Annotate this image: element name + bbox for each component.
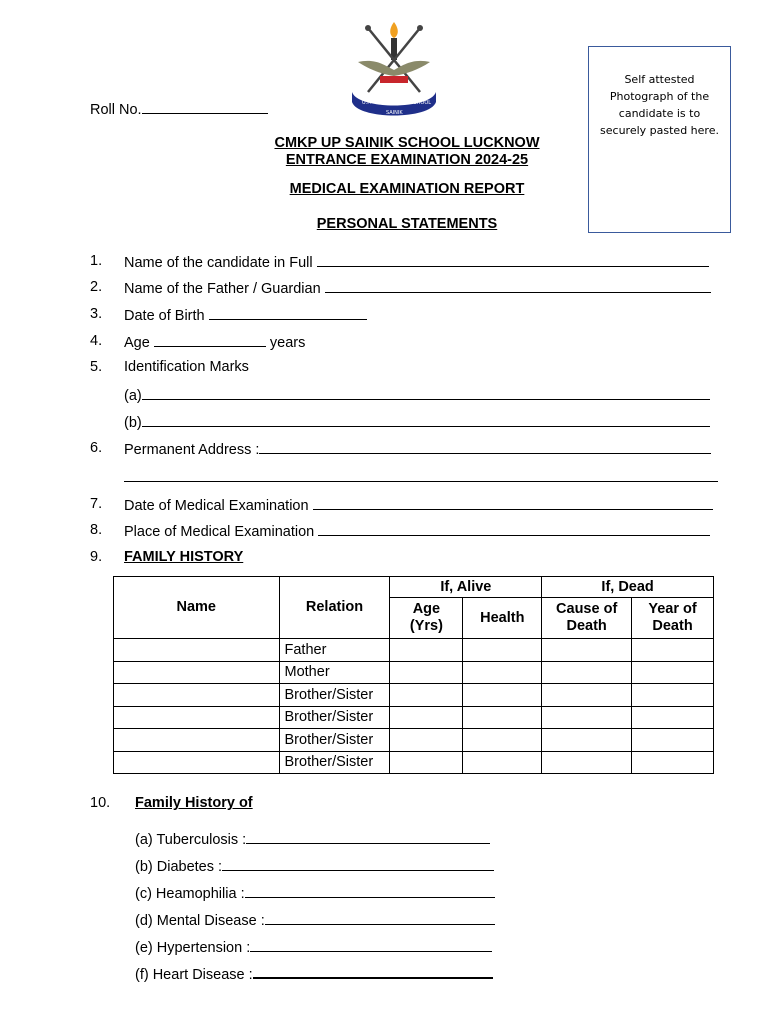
father-name-blank[interactable] [325,279,711,293]
diabetes-field [135,857,494,875]
col-header-relation: Relation [279,577,390,639]
svg-text:U.P.: U.P. [362,100,372,106]
hypertension-label: (e) Hypertension : [135,940,251,956]
relation-cell: Brother/Sister [279,729,390,752]
diabetes-blank[interactable] [222,857,494,871]
address-label: Permanent Address : [124,442,260,458]
item-number: 8. [90,522,103,538]
health-cell[interactable] [463,639,542,662]
school-logo [348,20,440,120]
name-cell[interactable] [114,751,280,774]
heamophilia-label: (c) Heamophilia : [135,886,245,902]
dob-blank[interactable] [209,306,367,320]
health-cell[interactable] [463,684,542,707]
address-blank-2[interactable] [124,481,718,482]
cause-cell[interactable] [542,684,632,707]
age-cell[interactable] [390,706,463,729]
school-emblem-icon [348,20,440,120]
item-number: 4. [90,333,103,349]
cause-cell[interactable] [542,639,632,662]
candidate-name-label: Name of the candidate in Full [124,255,313,271]
name-cell[interactable] [114,661,280,684]
photo-instructions: Self attested Photograph of the candidate is to securely pasted here. [600,73,719,137]
report-title: MEDICAL EXAMINATION REPORT [289,181,525,197]
roll-number-label: Roll No. [90,102,142,118]
cause-cell[interactable] [542,751,632,774]
year-cell[interactable] [632,751,714,774]
svg-text:SAINIK: SAINIK [386,110,403,116]
mark-a-blank[interactable] [142,386,710,400]
name-cell[interactable] [114,639,280,662]
year-cell[interactable] [632,706,714,729]
candidate-name-blank[interactable] [317,253,709,267]
mental-disease-label: (d) Mental Disease : [135,913,265,929]
col-header-year: Year of Death [632,598,714,639]
tuberculosis-label: (a) Tuberculosis : [135,832,247,848]
cause-cell[interactable] [542,729,632,752]
identification-mark-b-field [124,413,710,431]
dob-field [124,306,367,324]
hypertension-field [135,938,492,956]
dob-label: Date of Birth [124,308,205,324]
name-cell[interactable] [114,684,280,707]
identification-mark-a-field [124,386,710,404]
exam-date-field [124,496,713,514]
mark-b-blank[interactable] [142,413,710,427]
father-name-field [124,279,711,297]
item-number: 7. [90,496,103,512]
item-number: 6. [90,440,103,456]
year-cell[interactable] [632,729,714,752]
name-cell[interactable] [114,729,280,752]
roll-number-blank[interactable] [142,100,268,114]
relation-cell: Brother/Sister [279,751,390,774]
col-header-age: Age (Yrs) [390,598,463,639]
section-title: PERSONAL STATEMENTS [316,216,498,232]
exam-place-label: Place of Medical Examination [124,524,315,540]
candidate-name-field [124,253,709,271]
age-suffix: years [269,335,306,351]
item-number: 3. [90,306,103,322]
col-header-cause: Cause of Death [542,598,632,639]
mark-b-label: (b) [124,415,142,431]
father-name-label: Name of the Father / Guardian [124,281,321,297]
name-cell[interactable] [114,706,280,729]
address-field [124,440,711,458]
relation-cell: Brother/Sister [279,706,390,729]
age-cell[interactable] [390,639,463,662]
table-row [114,751,714,774]
col-group-dead: If, Dead [542,577,714,598]
family-history-table [113,576,714,774]
heart-disease-field [135,964,493,983]
age-field [124,333,305,351]
table-row [114,729,714,752]
item-number: 10. [90,795,111,811]
item-number: 5. [90,359,103,375]
identification-marks-label: Identification Marks [124,359,249,375]
mark-a-label: (a) [124,388,142,404]
roll-number-field [90,100,268,118]
health-cell[interactable] [463,751,542,774]
age-label: Age [124,335,150,351]
age-blank[interactable] [154,333,266,347]
exam-title: ENTRANCE EXAMINATION 2024-25 [285,152,529,168]
exam-place-blank[interactable] [318,522,710,536]
svg-text:SCHOOL: SCHOOL [410,100,432,106]
heamophilia-blank[interactable] [245,884,495,898]
cause-cell[interactable] [542,661,632,684]
year-cell[interactable] [632,639,714,662]
age-cell[interactable] [390,684,463,707]
col-header-health: Health [463,598,542,639]
tuberculosis-blank[interactable] [246,830,490,844]
address-blank-1[interactable] [259,440,711,454]
health-cell[interactable] [463,729,542,752]
hypertension-blank[interactable] [250,938,492,952]
health-cell[interactable] [463,706,542,729]
table-row [114,661,714,684]
age-cell[interactable] [390,729,463,752]
table-row [114,706,714,729]
age-cell[interactable] [390,751,463,774]
tuberculosis-field [135,830,490,848]
item-number: 9. [90,549,103,565]
exam-date-label: Date of Medical Examination [124,498,309,514]
col-group-alive: If, Alive [390,577,542,598]
item-number: 2. [90,279,103,295]
heart-disease-label: (f) Heart Disease : [135,967,253,983]
diabetes-label: (b) Diabetes : [135,859,223,875]
year-cell[interactable] [632,684,714,707]
exam-place-field [124,522,710,540]
heamophilia-field [135,884,495,902]
col-header-name: Name [114,577,280,639]
exam-date-blank[interactable] [313,496,713,510]
family-history-of-heading: Family History of [135,795,253,811]
mental-disease-field [135,911,495,929]
relation-cell: Brother/Sister [279,684,390,707]
item-number: 1. [90,253,103,269]
relation-cell: Father [279,639,390,662]
heart-disease-blank[interactable] [253,964,493,979]
family-history-heading: FAMILY HISTORY [124,549,244,565]
age-cell[interactable] [390,661,463,684]
school-name: CMKP UP SAINIK SCHOOL LUCKNOW [274,135,540,151]
relation-cell: Mother [279,661,390,684]
cause-cell[interactable] [542,706,632,729]
year-cell[interactable] [632,661,714,684]
table-row [114,684,714,707]
health-cell[interactable] [463,661,542,684]
table-row [114,639,714,662]
mental-disease-blank[interactable] [265,911,495,925]
